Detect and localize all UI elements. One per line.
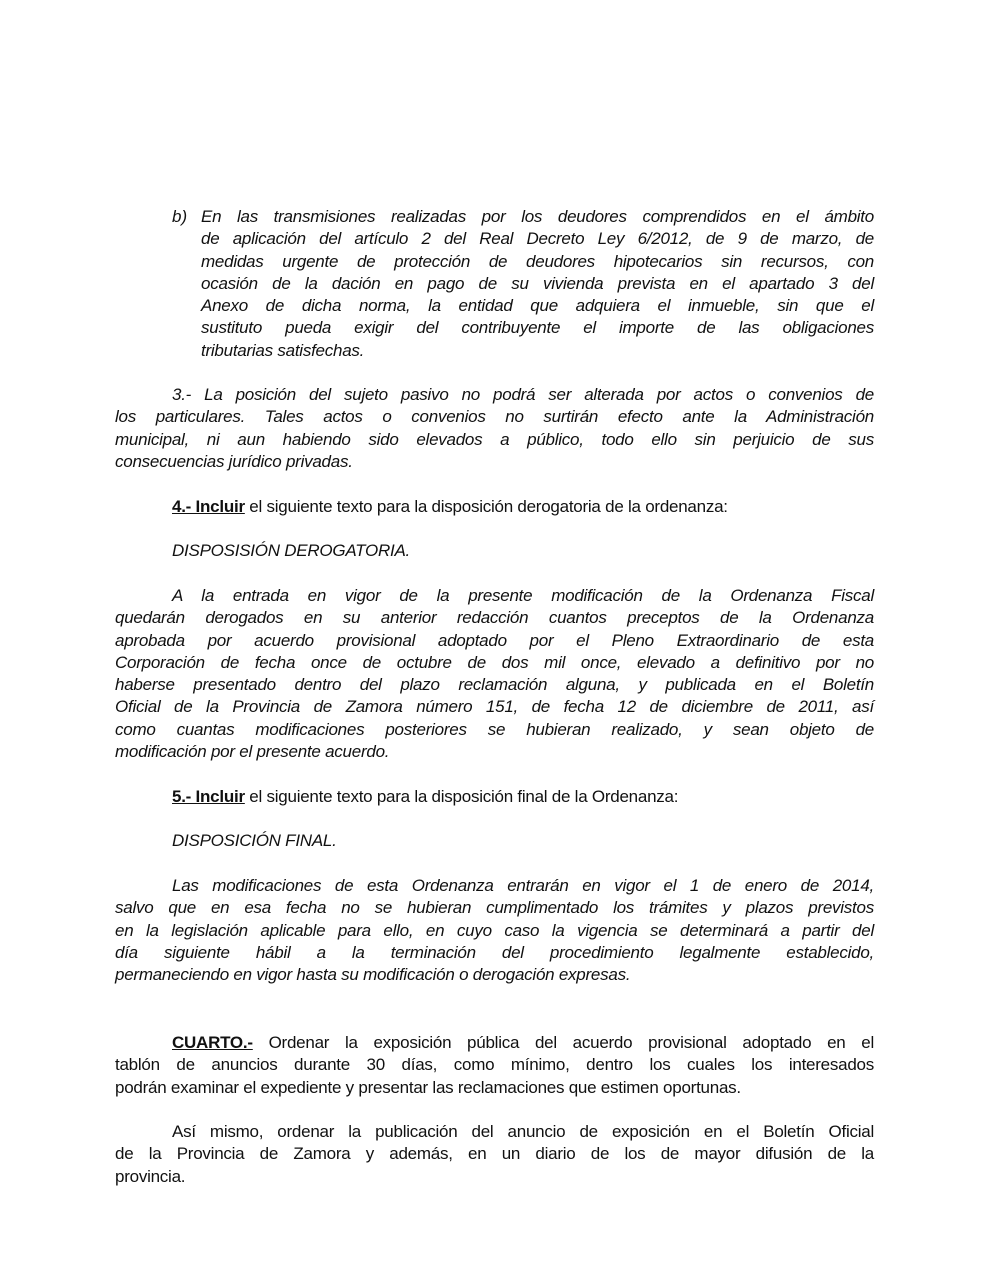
text-line: 5.- Incluir el siguiente texto para la disposición final de la Ordenanza: bbox=[172, 787, 679, 806]
text-line: en la legislación aplicable para ello, en cuyo caso la vigencia se determinará a partir del bbox=[115, 920, 874, 940]
heading-disposicion-final bbox=[115, 830, 874, 852]
text-line: Anexo de dicha norma, la entidad que adquiera el inmueble, sin que el bbox=[201, 296, 874, 316]
text-line: de la Provincia de Zamora y además, en un diario de los de mayor difusión de la bbox=[115, 1144, 874, 1164]
text-line: Oficial de la Provincia de Zamora número 151, de fecha 12 de diciembre de 2011, así bbox=[115, 697, 874, 717]
list-item-b bbox=[172, 206, 874, 362]
para-derogatoria bbox=[115, 585, 874, 763]
text-line: CUARTO.- Ordenar la exposición pública del acuerdo provisional adoptado en el bbox=[172, 1033, 874, 1052]
para-3 bbox=[115, 384, 874, 473]
para-cuarto bbox=[115, 1032, 874, 1099]
para-5-incluir bbox=[115, 786, 874, 808]
text-line: podrán examinar el expediente y presentar las reclamaciones que estimen oportunas. bbox=[115, 1077, 741, 1097]
text-line: los particulares. Tales actos o convenios no surtirán efecto ante la Administración bbox=[115, 407, 874, 427]
text-line: quedarán derogados en su anterior redacción cuantos preceptos de la Ordenanza bbox=[115, 608, 874, 628]
text-line: DISPOSISIÓN DEROGATORIA. bbox=[172, 541, 411, 560]
text-line: 3.- La posición del sujeto pasivo no podrá ser alterada por actos o convenios de bbox=[172, 385, 874, 404]
section-label: 4.- Incluir bbox=[172, 497, 245, 516]
heading-disposicion-derogatoria bbox=[115, 540, 874, 562]
text-line: día siguiente hábil a la terminación del procedimiento legalmente establecido, bbox=[115, 942, 874, 962]
text-line: En las transmisiones realizadas por los deudores comprendidos en el ámbito bbox=[201, 207, 874, 226]
para-4-incluir bbox=[115, 496, 874, 518]
text-line: DISPOSICIÓN FINAL. bbox=[172, 831, 337, 850]
text-line: sustituto pueda exigir del contribuyente el importe de las obligaciones bbox=[201, 318, 874, 338]
text-line: modificación por el presente acuerdo. bbox=[115, 742, 390, 762]
text-line: A la entrada en vigor de la presente modificación de la Ordenanza Fiscal bbox=[172, 586, 874, 605]
text-line: de aplicación del artículo 2 del Real Decreto Ley 6/2012, de 9 de marzo, de bbox=[201, 229, 874, 249]
text-line: municipal, ni aun habiendo sido elevados a público, todo ello sin perjuicio de sus bbox=[115, 429, 874, 449]
text-line: medidas urgente de protección de deudores hipotecarios sin recursos, con bbox=[201, 251, 874, 271]
text-line: permaneciendo en vigor hasta su modificación o derogación expresas. bbox=[115, 965, 631, 985]
section-label: 5.- Incluir bbox=[172, 787, 245, 806]
text-line: tablón de anuncios durante 30 días, como mínimo, dentro los cuales los interesados bbox=[115, 1055, 874, 1075]
list-marker: b) bbox=[172, 207, 188, 226]
text-line: provincia. bbox=[115, 1166, 186, 1186]
para-final bbox=[115, 875, 874, 986]
text-line: haberse presentado dentro del plazo reclamación alguna, y publicada en el Boletín bbox=[115, 675, 874, 695]
text-line: tributarias satisfechas. bbox=[201, 340, 365, 360]
list-item-text bbox=[201, 206, 874, 362]
text-line: Corporación de fecha once de octubre de dos mil once, elevado a definitivo por no bbox=[115, 652, 874, 672]
text-line: salvo que en esa fecha no se hubieran cumplimentado los trámites y plazos previstos bbox=[115, 898, 874, 918]
text-line: como cuantas modificaciones posteriores se hubieran realizado, y sean objeto de bbox=[115, 719, 874, 739]
text-line: consecuencias jurídico privadas. bbox=[115, 451, 353, 471]
text-line: Las modificaciones de esta Ordenanza entrarán en vigor el 1 de enero de 2014, bbox=[172, 876, 874, 895]
text-line: ocasión de la dación en pago de su vivienda prevista en el apartado 3 del bbox=[201, 273, 874, 293]
text-line: Así mismo, ordenar la publicación del anuncio de exposición en el Boletín Oficial bbox=[172, 1122, 874, 1141]
text-line: 4.- Incluir el siguiente texto para la disposición derogatoria de la ordenanza: bbox=[172, 497, 728, 516]
section-label: CUARTO.- bbox=[172, 1033, 253, 1052]
para-asi-mismo bbox=[115, 1121, 874, 1188]
text-line: aprobada por acuerdo provisional adoptado por el Pleno Extraordinario de esta bbox=[115, 630, 874, 650]
